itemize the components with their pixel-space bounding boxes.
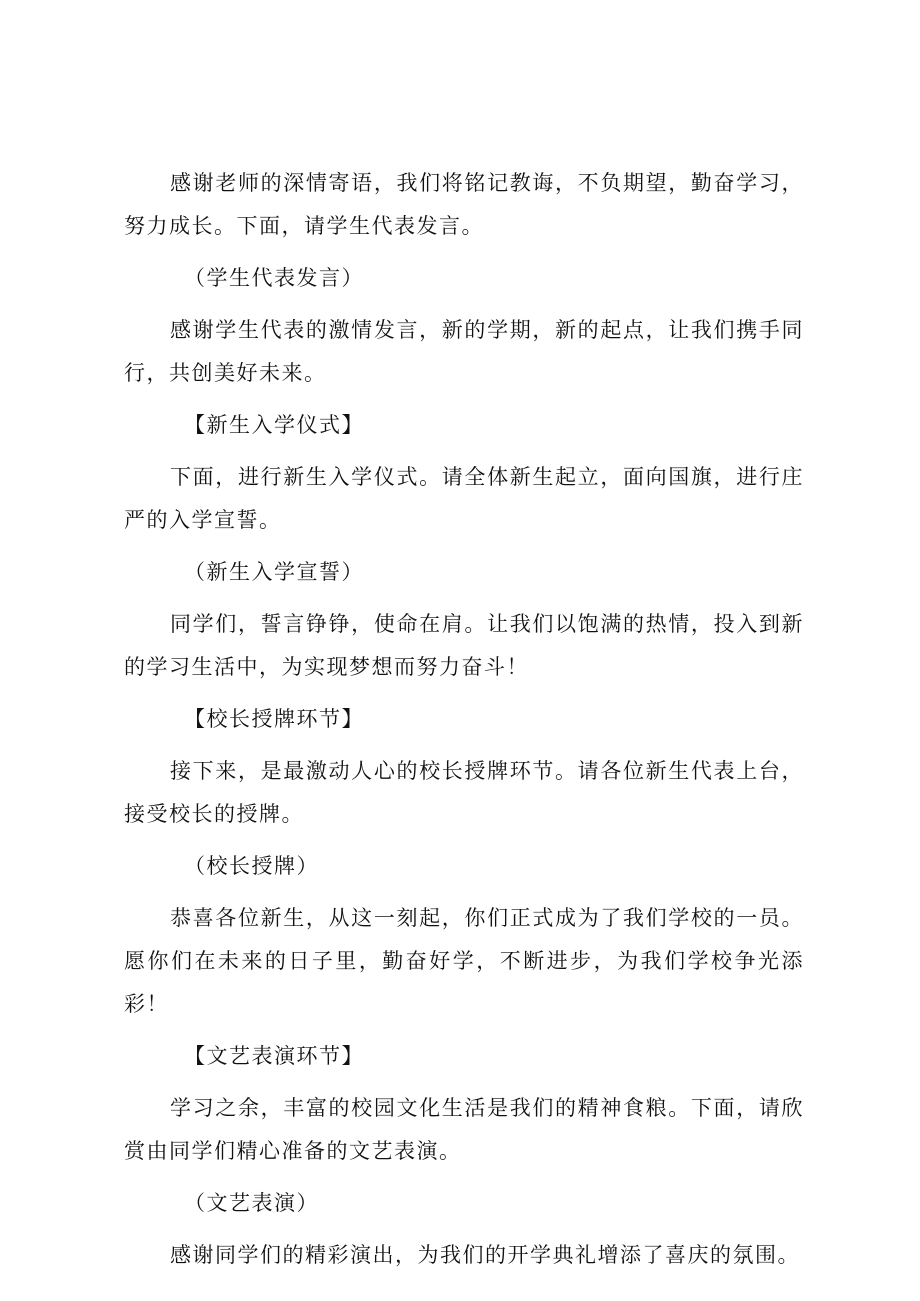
paragraph-performance-intro: 学习之余，丰富的校园文化生活是我们的精神食粮。下面，请欣赏由同学们精心准备的文艺表演。 (124, 1096, 804, 1163)
section-heading-enrollment-ceremony: 【新生入学仪式】 (184, 413, 364, 437)
paragraph-oath-closing: 同学们，誓言铮铮，使命在肩。让我们以饱满的热情，投入到新的学习生活中，为实现梦想而努力奋斗！ (124, 612, 804, 679)
paragraph-performance-thanks: 感谢同学们的精彩演出，为我们的开学典礼增添了喜庆的氛围。 (170, 1243, 800, 1267)
paragraph-award-intro: 接下来，是最激动人心的校长授牌环节。请各位新生代表上台，接受校长的授牌。 (124, 759, 804, 826)
paragraph-award-congrats: 恭喜各位新生，从这一刻起，你们正式成为了我们学校的一员。愿你们在未来的日子里，勤奋好学，不断进步，为我们学校争光添彩！ (124, 906, 804, 1016)
section-heading-principal-award: 【校长授牌环节】 (184, 707, 364, 731)
paragraph-thanks-student: 感谢学生代表的激情发言，新的学期，新的起点，让我们携手同行，共创美好未来。 (124, 318, 804, 385)
document-body (124, 162, 804, 1286)
stage-note-oath: （新生入学宣誓） (184, 560, 364, 584)
stage-note-award: （校长授牌） (184, 854, 319, 878)
paragraph-thanks-teacher: 感谢老师的深情寄语，我们将铭记教诲，不负期望，勤奋学习，努力成长。下面，请学生代表发言。 (124, 171, 804, 238)
stage-note-student-speech: （学生代表发言） (184, 266, 364, 290)
section-heading-performance: 【文艺表演环节】 (184, 1044, 364, 1068)
paragraph-enrollment-intro: 下面，进行新生入学仪式。请全体新生起立，面向国旗，进行庄严的入学宣誓。 (124, 465, 804, 532)
stage-note-performance: （文艺表演） (184, 1191, 319, 1215)
